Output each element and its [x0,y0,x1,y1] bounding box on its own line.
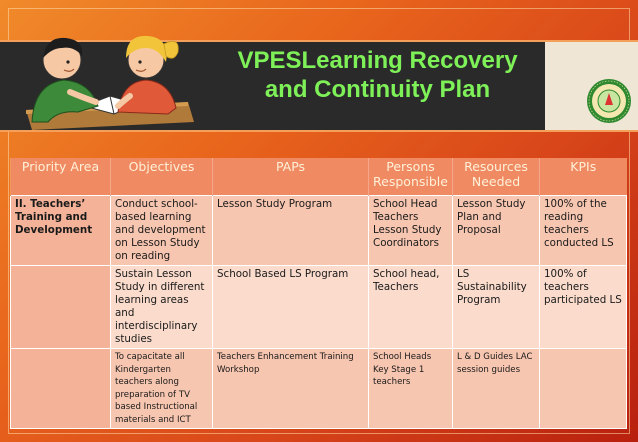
children-reading-clipart [18,22,198,130]
header-paps: PAPs [213,158,369,196]
header-kpis: KPIs [540,158,627,196]
table-row [11,266,627,349]
cell-paps: Teachers Enhancement Training Workshop [213,349,369,429]
header-objectives: Objectives [111,158,213,196]
plan-table [10,158,627,429]
cell-objectives: Conduct school-based learning and development on Lesson Study on reading [111,196,213,266]
cell-paps: Lesson Study Program [213,196,369,266]
table-header-row [11,158,627,196]
header-priority-area: Priority Area [11,158,111,196]
slide-title-line2: and Continuity Plan [264,76,491,103]
table-row [11,196,627,266]
school-seal-logo [586,78,632,124]
cell-objectives: Sustain Lesson Study in different learning areas and interdisciplinary studies [111,266,213,349]
cell-kpis: 100% of teachers participated LS [540,266,627,349]
cell-priority-area: II. Teachers’ Training and Development [11,196,111,266]
cell-persons: School Head Teachers Lesson Study Coordinators [369,196,453,266]
cell-kpis [540,349,627,429]
cell-objectives: To capacitate all Kindergarten teachers along preparation of TV based Instructional materials and ICT [111,349,213,429]
cell-priority-area [11,349,111,429]
slide-title [215,46,540,104]
table-row [11,349,627,429]
cell-persons: School Heads Key Stage 1 teachers [369,349,453,429]
cell-kpis: 100% of the reading teachers conducted LS [540,196,627,266]
cell-paps: School Based LS Program [213,266,369,349]
cell-persons: School head, Teachers [369,266,453,349]
header-persons-responsible: Persons Responsible [369,158,453,196]
cell-resources: L & D Guides LAC session guides [453,349,540,429]
cell-resources: Lesson Study Plan and Proposal [453,196,540,266]
cell-resources: LS Sustainability Program [453,266,540,349]
header-resources-needed: Resources Needed [453,158,540,196]
cell-priority-area [11,266,111,349]
slide-title-line1: VPESLearning Recovery [237,47,518,74]
